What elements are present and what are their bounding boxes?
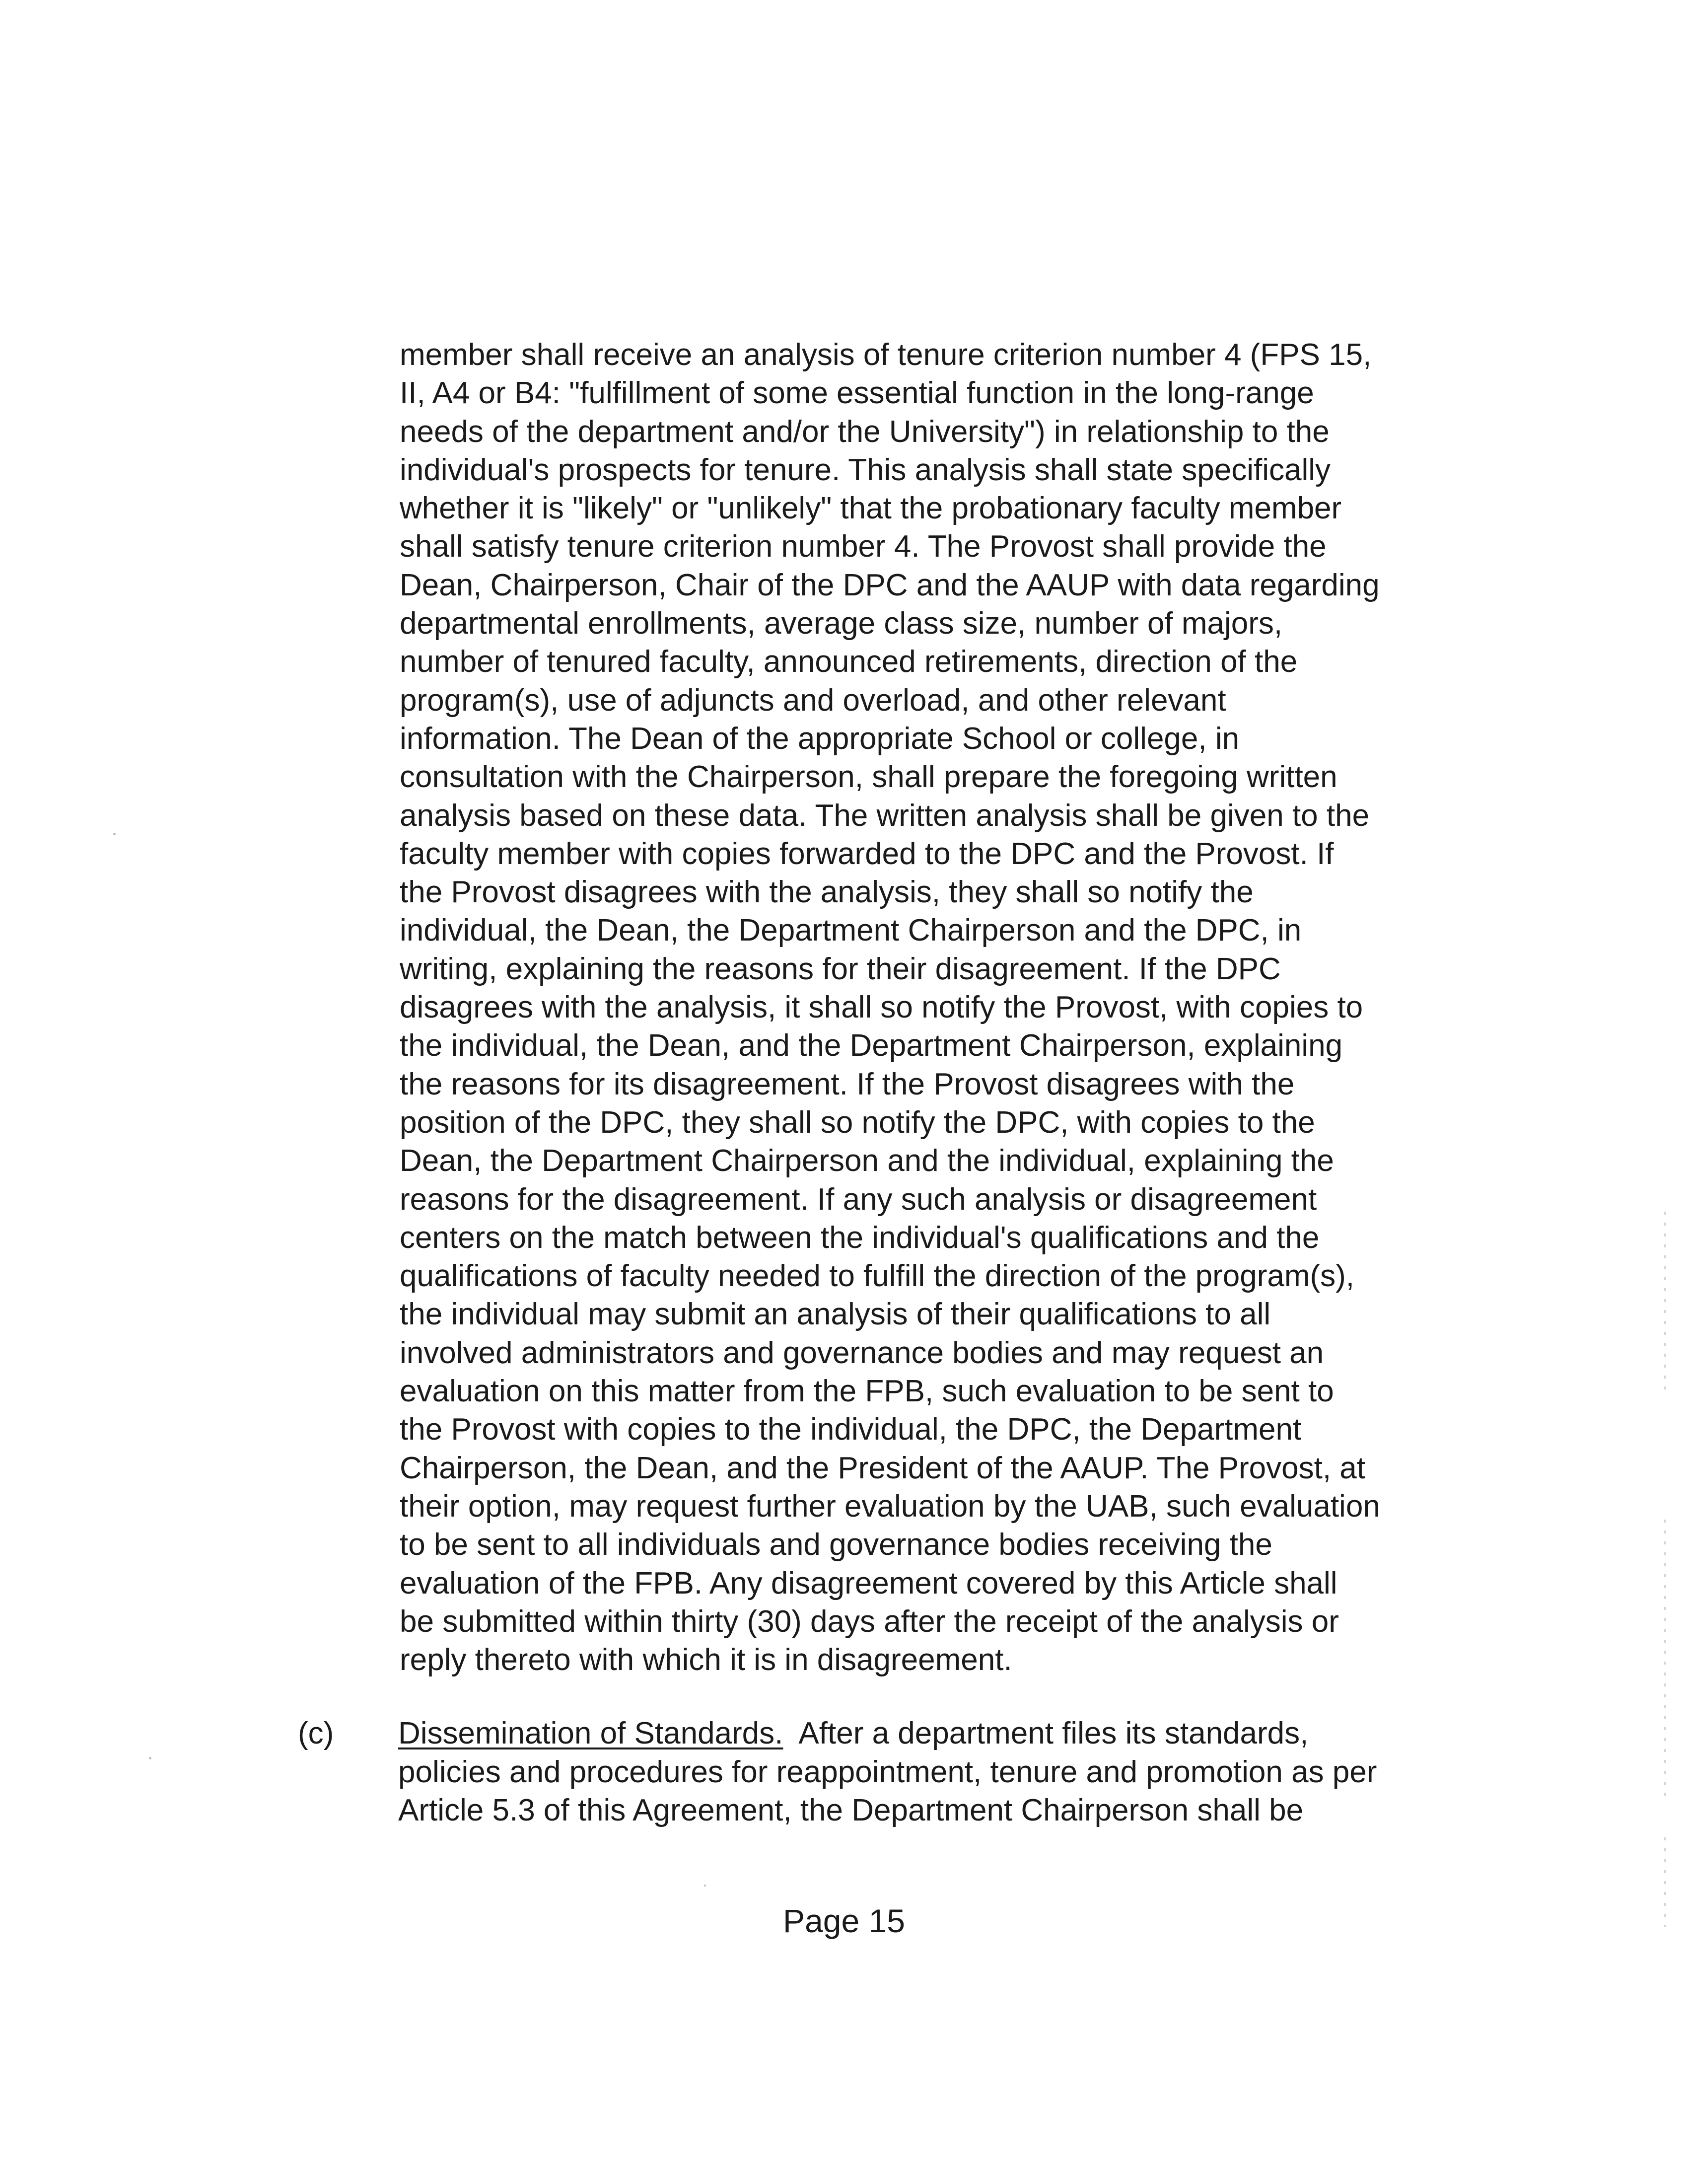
body-line: the individual, the Dean, and the Department Chairperson, explaining [400, 1028, 1343, 1063]
scan-margin-mark [1664, 1520, 1666, 1798]
body-line: Chairperson, the Dean, and the President of the AAUP. The Provost, at [400, 1451, 1366, 1485]
section-line: policies and procedures for reappointment, tenure and promotion as per [398, 1754, 1377, 1789]
body-line: consultation with the Chairperson, shall prepare the foregoing written [400, 760, 1337, 795]
body-line: evaluation on this matter from the FPB, such evaluation to be sent to [400, 1374, 1334, 1409]
body-line: qualifications of faculty needed to fulfill the direction of the program(s), [400, 1259, 1355, 1294]
body-line: reply thereto with which it is in disagreement. [400, 1643, 1012, 1677]
section-line: Article 5.3 of this Agreement, the Department Chairperson shall be [398, 1793, 1304, 1827]
body-line: writing, explaining the reasons for their disagreement. If the DPC [400, 951, 1281, 986]
body-line: centers on the match between the individual's qualifications and the [400, 1220, 1320, 1255]
body-line: information. The Dean of the appropriate School or college, in [400, 721, 1240, 756]
body-line: member shall receive an analysis of tenure criterion number 4 (FPS 15, [400, 338, 1372, 372]
body-line: the Provost with copies to the individual, the DPC, the Department [400, 1412, 1302, 1447]
scan-speck [149, 1757, 151, 1759]
body-line: whether it is "likely" or "unlikely" that the probationary faculty member [400, 491, 1342, 526]
scan-margin-mark [1664, 1837, 1666, 1927]
section-heading: Dissemination of Standards. [398, 1716, 783, 1750]
body-line: be submitted within thirty (30) days after the receipt of the analysis or [400, 1604, 1339, 1639]
body-line: the individual may submit an analysis of their qualifications to all [400, 1297, 1271, 1332]
scan-speck [113, 833, 116, 835]
body-line: position of the DPC, they shall so notify the DPC, with copies to the [400, 1105, 1315, 1140]
body-line: program(s), use of adjuncts and overload, and other relevant [400, 683, 1226, 718]
body-line: the Provost disagrees with the analysis, they shall so notify the [400, 875, 1254, 910]
section-first-line [398, 1714, 1490, 1753]
body-line: shall satisfy tenure criterion number 4. The Provost shall provide the [400, 529, 1327, 564]
body-line: disagrees with the analysis, it shall so notify the Provost, with copies to [400, 990, 1363, 1025]
body-line: individual, the Dean, the Department Chairperson and the DPC, in [400, 913, 1302, 948]
body-line: reasons for the disagreement. If any such analysis or disagreement [400, 1182, 1317, 1217]
section-label: (c) [298, 1716, 334, 1750]
section-first-line-rest: After a department files its standards, [783, 1716, 1309, 1750]
section-text [398, 1714, 1490, 1830]
page-number: Page 15 [783, 1902, 905, 1939]
body-line: Dean, the Department Chairperson and the individual, explaining the [400, 1144, 1334, 1178]
body-line: number of tenured faculty, announced retirements, direction of the [400, 645, 1298, 679]
body-line: analysis based on these data. The written analysis shall be given to the [400, 798, 1370, 833]
body-line: Dean, Chairperson, Chair of the DPC and the AAUP with data regarding [400, 568, 1380, 602]
body-line: the reasons for its disagreement. If the Provost disagrees with the [400, 1067, 1295, 1101]
body-line: involved administrators and governance bodies and may request an [400, 1335, 1324, 1370]
body-paragraph [400, 336, 1492, 1679]
body-line: departmental enrollments, average class size, number of majors, [400, 606, 1283, 641]
body-line: faculty member with copies forwarded to the DPC and the Provost. If [400, 836, 1334, 871]
body-line: evaluation of the FPB. Any disagreement covered by this Article shall [400, 1566, 1337, 1601]
scan-margin-mark [1664, 1212, 1666, 1390]
body-line: II, A4 or B4: "fulfillment of some essential function in the long-range [400, 376, 1314, 411]
scan-speck [704, 1885, 706, 1887]
body-line: to be sent to all individuals and governance bodies receiving the [400, 1528, 1272, 1562]
body-line: their option, may request further evaluation by the UAB, such evaluation [400, 1489, 1380, 1524]
body-line: individual's prospects for tenure. This analysis shall state specifically [400, 452, 1331, 487]
body-line: needs of the department and/or the University") in relationship to the [400, 414, 1330, 449]
